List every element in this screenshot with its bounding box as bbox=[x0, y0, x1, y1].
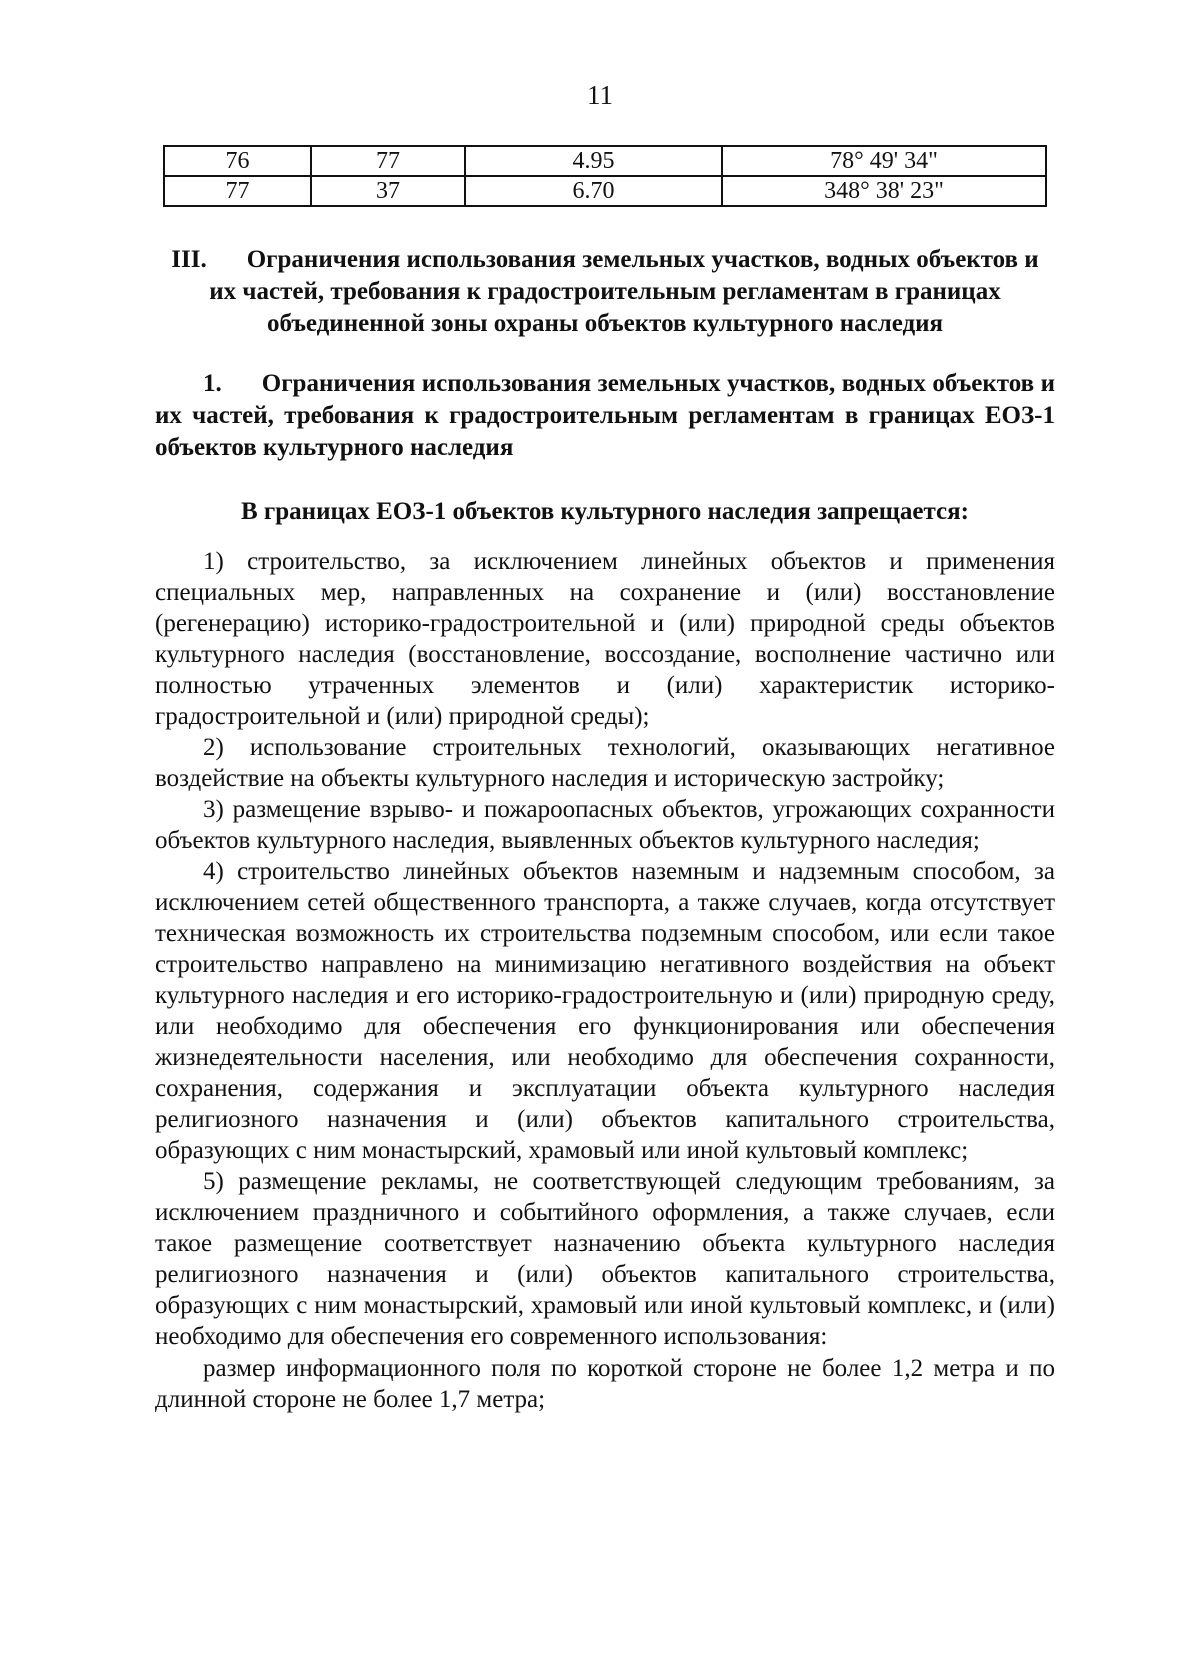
list-item: 3) размещение взрыво- и пожароопасных объектов, угрожающих сохранности объектов культурного наследия, выявленных объектов культурного наследия; bbox=[155, 796, 1055, 854]
subsection-title: Ограничения использования земельных участков, водных объектов и их частей, требования к градостроительным регламентам в границах ЕОЗ-1 объектов культурного наследия bbox=[155, 370, 1055, 461]
table-cell: 4.95 bbox=[465, 146, 722, 176]
table-cell: 77 bbox=[164, 176, 311, 206]
table-cell: 37 bbox=[311, 176, 465, 206]
table-row bbox=[164, 176, 1046, 206]
table-cell: 348° 38' 23" bbox=[722, 176, 1046, 206]
coordinate-table bbox=[163, 145, 1047, 207]
table-cell: 76 bbox=[164, 146, 311, 176]
section-number: III. bbox=[171, 246, 207, 273]
section-title: Ограничения использования земельных участков, водных объектов и их частей, требования к градостроительным регламентам в границах объединенной зоны охраны объектов культурного наследия bbox=[209, 246, 1039, 337]
section-heading bbox=[155, 244, 1055, 340]
prohibition-heading: В границах ЕОЗ-1 объектов культурного наследия запрещается: bbox=[240, 498, 969, 525]
list-item: 1) строительство, за исключением линейных объектов и применения специальных мер, направленных на сохранение и (или) восстановление (регенерацию) историко-градостроительной и (или) природной среды объектов культурного наследия (восстановление, воссоздание, восполнение частично или полностью утраченных элементов и (или) характеристик историко-градостроительной и (или) природной среды); bbox=[155, 548, 1055, 730]
list-item: размер информационного поля по короткой стороне не более 1,2 метра и по длинной стороне не более 1,7 метра; bbox=[155, 1355, 1055, 1413]
table-cell: 77 bbox=[311, 146, 465, 176]
list-item: 2) использование строительных технологий, оказывающих негативное воздействие на объекты культурного наследия и историческую застройку; bbox=[155, 734, 1055, 792]
subsection-heading bbox=[155, 368, 1055, 464]
list-item: 4) строительство линейных объектов наземным и надземным способом, за исключением сетей общественного транспорта, а также случаев, когда отсутствует техническая возможность их строительства подземным способом, или если такое строительство направлено на минимизацию негативного воздействия на объект культурного наследия и его историко-градостроительную и (или) природную среду, или необходимо для обеспечения его функционирования или обеспечения жизнедеятельности населения, или необходимо для обеспечения сохранности, сохранения, содержания и эксплуатации объекта культурного наследия религиозного назначения и (или) объектов капитального строительства, образующих с ним монастырский, храмовый или иной культовый комплекс; bbox=[155, 858, 1055, 1164]
list-item: 5) размещение рекламы, не соответствующей следующим требованиям, за исключением праздничного и событийного оформления, а также случаев, если такое размещение соответствует назначению объекта культурного наследия религиозного назначения и (или) объектов капитального строительства, образующих с ним монастырский, храмовый или иной культовый комплекс, и (или) необходимо для обеспечения его современного использования: bbox=[155, 1168, 1055, 1350]
table-cell: 78° 49' 34" bbox=[722, 146, 1046, 176]
table-row bbox=[164, 146, 1046, 176]
subsection-number: 1. bbox=[203, 370, 222, 397]
table-cell: 6.70 bbox=[465, 176, 722, 206]
prohibition-list bbox=[155, 546, 1055, 1415]
page-number: 11 bbox=[587, 80, 613, 110]
